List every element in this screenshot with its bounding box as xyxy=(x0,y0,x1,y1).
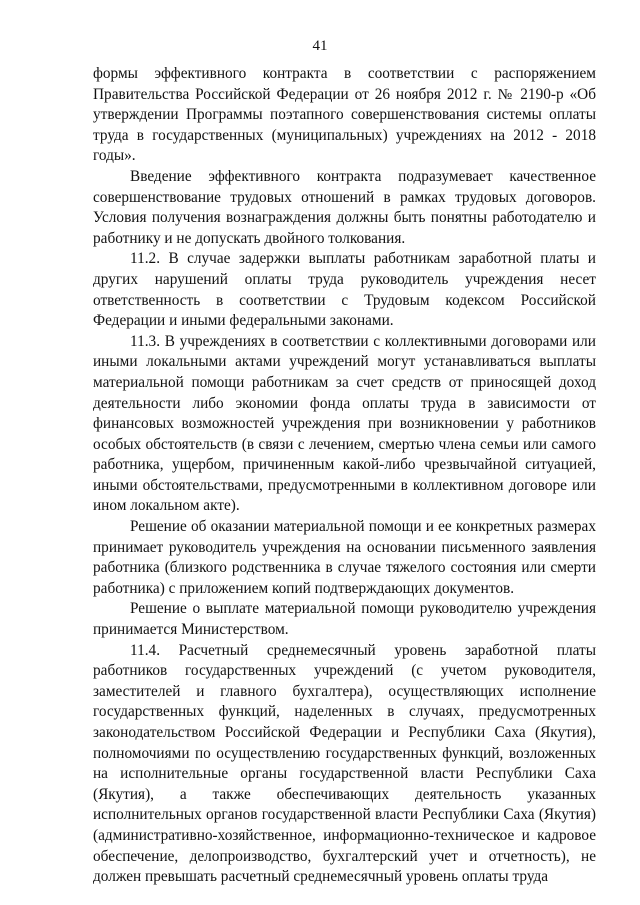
paragraph-11-2: 11.2. В случае задержки выплаты работникам заработной платы и других нарушений оплаты труда руководитель учреждения несет ответственность в соответствии с Трудовым кодексом Российской Федерации и иными федеральными законами. xyxy=(93,250,596,330)
paragraph-11-3: 11.3. В учреждениях в соответствии с коллективными договорами или иными локальными актами учреждений могут устанавливаться выплаты материальной помощи работникам за счет средств от приносящей доход деятельности либо экономии фонда оплаты труда в зависимости от финансовых возможностей учреждения при возникновении у работников особых обстоятельств (в связи с лечением, смертью члена семьи или самого работника, ущербом, причиненным какой-либо чрезвычайной ситуацией, иными обстоятельствами, предусмотренными в коллективном договоре или ином локальном акте). xyxy=(93,332,596,515)
paragraph-ministry-decision: Решение о выплате материальной помощи руководителю учреждения принимается Министерством. xyxy=(93,600,596,639)
paragraph-effective-contract: Введение эффективного контракта подразумевает качественное совершенствование трудовых отношений в рамках трудовых договоров. Условия получения вознаграждения должны быть понятны работодателю и работнику и не допускать двойного толкования. xyxy=(93,167,596,247)
paragraph-contract-continuation: формы эффективного контракта в соответствии с распоряжением Правительства Российской Федерации от 26 ноября 2012 г. № 2190-р «Об утверждении Программы поэтапного совершенствования системы оплаты труда в государственных (муниципальных) учреждениях на 2012 - 2018 годы». xyxy=(93,65,596,165)
paragraph-material-aid-decision: Решение об оказании материальной помощи и ее конкретных размерах принимает руководитель учреждения на основании письменного заявления работника (близкого родственника в случае тяжелого состояния или смерти работника) с приложением копий подтверждающих документов. xyxy=(93,518,596,597)
document-body xyxy=(93,64,596,888)
page-number: 41 xyxy=(312,38,328,54)
paragraph-11-4: 11.4. Расчетный среднемесячный уровень заработной платы работников государственных учреждений (с учетом руководителя, заместителей и главного бухгалтера), осуществляющих исполнение государственных функций, наделенных в случаях, предусмотренных законодательством Российской Федерации и Республики Саха (Якутия), полномочиями по осуществлению государственных функций, возложенных на исполнительные органы государственной власти Республики Саха (Якутия), а также обеспечивающих деятельность указанных исполнительных органов государственной власти Республики Саха (Якутия) (административно-хозяйственное, информационно-техническое и кадровое обеспечение, делопроизводство, бухгалтерский учет и отчетность), не должен превышать расчетный среднемесячный уровень оплаты труда xyxy=(93,641,596,886)
